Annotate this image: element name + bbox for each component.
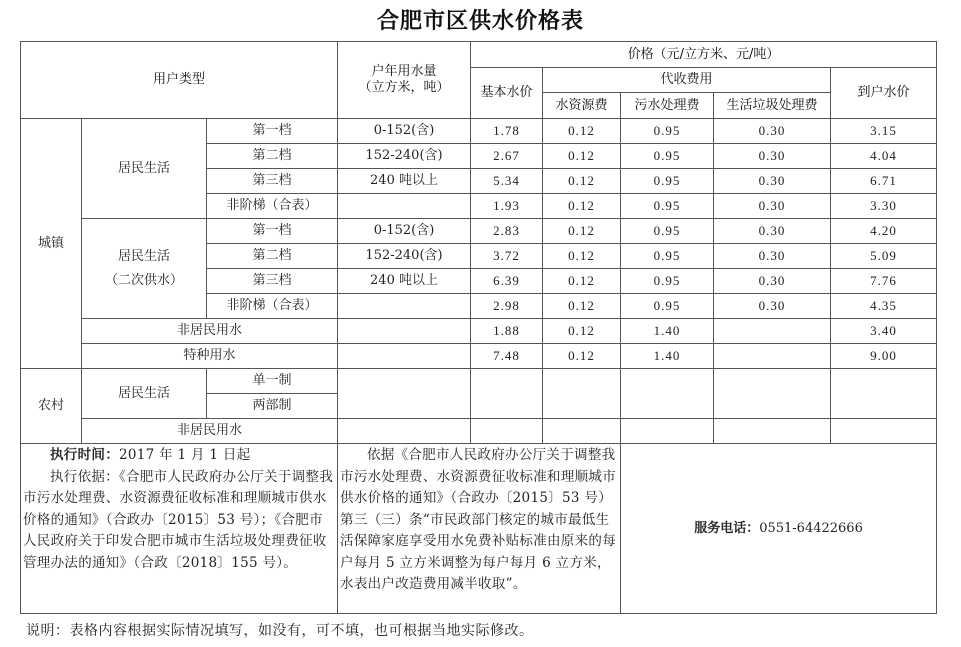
table-row — [21, 344, 937, 369]
total-price: 3.30 — [831, 194, 937, 219]
rural-two-part-rate: 两部制 — [207, 394, 338, 419]
total-price: 5.09 — [831, 244, 937, 269]
usage-range — [338, 319, 471, 344]
header-water-resource-fee: 水资源费 — [543, 93, 621, 119]
total-price: 9.00 — [831, 344, 937, 369]
tier-label: 非阶梯（合表） — [207, 194, 338, 219]
tier-label: 第三档 — [207, 169, 338, 194]
execution-time-label: 执行时间： — [50, 447, 119, 463]
service-phone-label: 服务电话： — [694, 520, 760, 536]
usage-range: 152-240(含) — [338, 144, 471, 169]
resource-fee: 0.12 — [543, 344, 621, 369]
header-total-price: 到户水价 — [831, 68, 937, 119]
total-price: 3.15 — [831, 119, 937, 144]
resource-fee: 0.12 — [543, 144, 621, 169]
usage-range — [338, 294, 471, 319]
header-annual-usage — [338, 42, 471, 119]
base-price: 7.48 — [471, 344, 543, 369]
usage-range: 0-152(含) — [338, 219, 471, 244]
subsidy-policy — [338, 444, 621, 614]
garbage-fee: 0.30 — [714, 219, 831, 244]
resource-fee — [543, 419, 621, 444]
base-price: 3.72 — [471, 244, 543, 269]
header-price-group: 价格（元/立方米、元/吨） — [471, 42, 937, 68]
tier-label: 第二档 — [207, 144, 338, 169]
usage-range: 240 吨以上 — [338, 169, 471, 194]
resource-fee: 0.12 — [543, 244, 621, 269]
total-price — [831, 419, 937, 444]
subcategory-special: 特种用水 — [82, 344, 338, 369]
garbage-fee — [714, 319, 831, 344]
table-row — [21, 119, 937, 144]
garbage-fee: 0.30 — [714, 119, 831, 144]
garbage-fee — [714, 419, 831, 444]
header-base-price: 基本水价 — [471, 68, 543, 119]
subcategory-resident: 居民生活 — [82, 119, 207, 219]
subcategory-resident-secondary — [82, 219, 207, 319]
garbage-fee: 0.30 — [714, 144, 831, 169]
subcategory-label-line2: （二次供水） — [104, 272, 183, 288]
resource-fee — [543, 369, 621, 419]
page-title: 合肥市区供水价格表 — [376, 8, 584, 34]
sewage-fee: 0.95 — [621, 269, 714, 294]
header-garbage-fee: 生活垃圾处理费 — [714, 93, 831, 119]
usage-range — [338, 194, 471, 219]
sewage-fee: 0.95 — [621, 244, 714, 269]
header-annual-usage-line1: 户年用水量 — [371, 64, 437, 80]
resource-fee: 0.12 — [543, 119, 621, 144]
subsidy-text: 依据《合肥市人民政府办公厅关于调整我市污水处理费、水资源费征收标准和理顺城市供水价格的通知》（合政办〔2015〕53 号）第三（三）条“市民政部门核定的城市最低生活保障家庭享受用水免费补贴标准由原来的每户每月 5 立方米调整为每户每月 6 立方米，水表出户改造费用减半收取”。 — [340, 447, 617, 592]
base-price: 2.67 — [471, 144, 543, 169]
total-price: 4.04 — [831, 144, 937, 169]
resource-fee: 0.12 — [543, 269, 621, 294]
usage-range — [338, 369, 471, 419]
resource-fee: 0.12 — [543, 294, 621, 319]
execution-time-value: 2017 年 1 月 1 日起 — [119, 447, 251, 463]
category-rural: 农村 — [21, 369, 82, 444]
garbage-fee: 0.30 — [714, 169, 831, 194]
resource-fee: 0.12 — [543, 319, 621, 344]
usage-range — [338, 419, 471, 444]
execution-time — [23, 445, 335, 467]
usage-range: 152-240(含) — [338, 244, 471, 269]
sewage-fee: 0.95 — [621, 219, 714, 244]
usage-range — [338, 344, 471, 369]
total-price: 7.76 — [831, 269, 937, 294]
base-price: 6.39 — [471, 269, 543, 294]
resource-fee: 0.12 — [543, 219, 621, 244]
header-annual-usage-line2: （立方米，吨） — [358, 80, 450, 95]
execution-basis: 执行依据：《合肥市人民政府办公厅关于调整我市污水处理费、水资源费征收标准和理顺城市供水价格的通知》（合政办〔2015〕53 号）；《合肥市人民政府关于印发合肥市城市生活垃圾处理费征收管理办法的通知》（合政〔2018〕155 号）。 — [23, 468, 334, 571]
subcategory-rural-non-resident: 非居民用水 — [82, 419, 338, 444]
garbage-fee: 0.30 — [714, 269, 831, 294]
category-urban: 城镇 — [21, 119, 82, 369]
resource-fee: 0.12 — [543, 194, 621, 219]
sewage-fee: 0.95 — [621, 119, 714, 144]
garbage-fee: 0.30 — [714, 194, 831, 219]
service-phone-number: 0551-64422666 — [759, 520, 863, 536]
rural-single-rate: 单一制 — [207, 369, 338, 394]
total-price — [831, 369, 937, 419]
header-sewage-fee: 污水处理费 — [621, 93, 714, 119]
subcategory-rural-resident: 居民生活 — [82, 369, 207, 419]
sewage-fee: 0.95 — [621, 294, 714, 319]
sewage-fee: 1.40 — [621, 344, 714, 369]
base-price — [471, 369, 543, 419]
table-note: 说明：表格内容根据实际情况填写，如没有，可不填，也可根据当地实际修改。 — [26, 623, 534, 639]
table-row — [21, 319, 937, 344]
table-row — [21, 219, 937, 244]
tier-label: 第三档 — [207, 269, 338, 294]
tier-label: 第一档 — [207, 219, 338, 244]
usage-range: 240 吨以上 — [338, 269, 471, 294]
table-row — [21, 369, 937, 394]
total-price: 4.20 — [831, 219, 937, 244]
sewage-fee — [621, 419, 714, 444]
usage-range: 0-152(含) — [338, 119, 471, 144]
base-price: 2.98 — [471, 294, 543, 319]
sewage-fee — [621, 369, 714, 419]
service-phone-cell — [621, 444, 937, 614]
garbage-fee: 0.30 — [714, 294, 831, 319]
total-price: 3.40 — [831, 319, 937, 344]
total-price: 6.71 — [831, 169, 937, 194]
resource-fee: 0.12 — [543, 169, 621, 194]
table-row — [21, 419, 937, 444]
tier-label: 第二档 — [207, 244, 338, 269]
base-price: 1.78 — [471, 119, 543, 144]
subcategory-label-line1: 居民生活 — [117, 248, 170, 264]
base-price: 2.83 — [471, 219, 543, 244]
base-price: 5.34 — [471, 169, 543, 194]
tier-label: 非阶梯（合表） — [207, 294, 338, 319]
garbage-fee — [714, 369, 831, 419]
base-price: 1.93 — [471, 194, 543, 219]
garbage-fee: 0.30 — [714, 244, 831, 269]
execution-info — [21, 444, 338, 614]
total-price: 4.35 — [831, 294, 937, 319]
sewage-fee: 0.95 — [621, 144, 714, 169]
header-collected-fees: 代收费用 — [543, 68, 831, 93]
tier-label: 第一档 — [207, 119, 338, 144]
subcategory-non-resident: 非居民用水 — [82, 319, 338, 344]
garbage-fee — [714, 344, 831, 369]
sewage-fee: 0.95 — [621, 194, 714, 219]
water-price-table — [20, 41, 937, 614]
base-price: 1.88 — [471, 319, 543, 344]
header-user-type: 用户类型 — [21, 42, 338, 119]
sewage-fee: 0.95 — [621, 169, 714, 194]
sewage-fee: 1.40 — [621, 319, 714, 344]
base-price — [471, 419, 543, 444]
